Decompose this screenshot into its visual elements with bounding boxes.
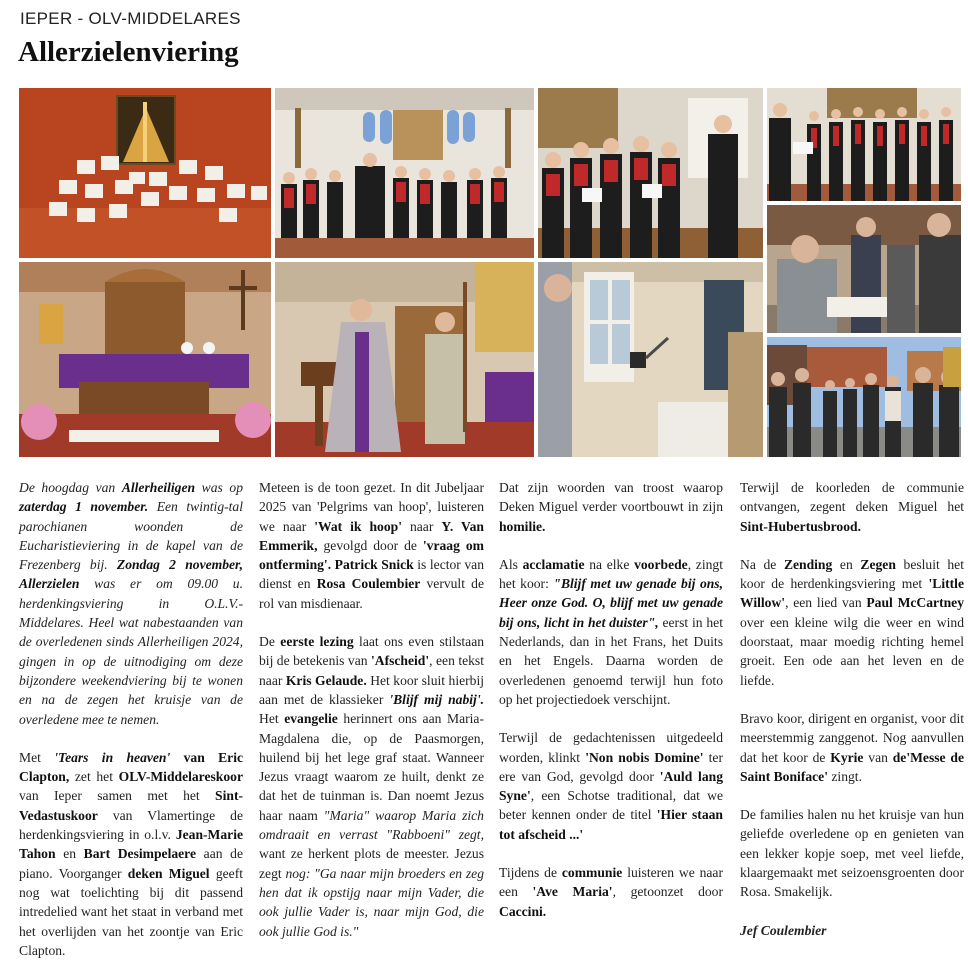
photo-altar-purple [19, 262, 271, 457]
article-headline: Allerzielenviering [18, 36, 239, 68]
emphasis: de'Messe de Saint Boniface' [740, 749, 964, 784]
text-column-3 [499, 478, 723, 940]
text-column-2 [259, 478, 484, 960]
emphasis: acclamatie [522, 556, 585, 572]
section-kicker: IEPER - OLV-MIDDELARES [20, 9, 241, 28]
photo-bread-sharing [767, 205, 961, 333]
paragraph: Met 'Tears in heaven' van Eric Clapton, zet het OLV-Middelareskoor van Ieper samen met het Sint-Vedastuskoor van Vlamertinge de herdenkingsviering in o.l.v. Jean-Marie Tahon en Bart Desimpelaere aan de piano. Voorganger deken Miguel geeft nog wat toelichting bij dit passend intredelied want het staat in verband met het overlijden van het zoontje van Eric Clapton. [19, 749, 244, 958]
emphasis-quote: 'Blijf mij nabij'. [389, 691, 485, 707]
photo-choir-in-chapel [275, 88, 534, 258]
emphasis: Kris Gelaude. [285, 672, 367, 688]
emphasis: evangelie [284, 711, 338, 727]
emphasis: Paul McCartney [866, 595, 964, 611]
emphasis: Sint-Hubertusbrood. [740, 518, 861, 534]
photo-priest-reading [275, 262, 534, 457]
emphasis: Rosa Coulembier [316, 576, 421, 592]
author-signature: Jef Coulembier [740, 922, 827, 938]
emphasis: Kyrie [830, 749, 864, 765]
emphasis: Jean-Marie Tahon [19, 827, 243, 862]
emphasis-quote: "Blijf met uw genade bij ons, Heer onze God. O, blijf met uw genade bij ons, licht in het duister", [499, 576, 723, 630]
emphasis: Y. Van Emmerik, [259, 518, 484, 553]
paragraph: Dat zijn woorden van troost waarop Deken Miguel verder voortbouwt in zijn homilie. [499, 480, 723, 534]
emphasis: 'vraag om ontferming'. [259, 537, 484, 573]
emphasis: 'Auld lang Syne' [499, 768, 723, 804]
emphasis: Caccini. [499, 903, 547, 919]
paragraph: De families halen nu het kruisje van hun geliefde overledene op en genieten van een lekker kopje soep, met veel liefde, klaargemaakt met seizoensgroenten door Rosa. Smakelijk. [740, 807, 964, 900]
emphasis: Zegen [860, 556, 896, 572]
emphasis: Bart Desimpelaere [83, 846, 197, 862]
paragraph: Tijdens de communie luisteren we naar een 'Ave Maria', getoonzet door Caccini. [499, 865, 723, 919]
photo-people-outside [767, 337, 961, 457]
paragraph: Meteen is de toon gezet. In dit Jubeljaar 2025 van 'Pelgrims van hoop', luisteren we naar 'Wat ik hoop' naar Y. Van Emmerik, gevolgd door de 'vraag om ontferming'. Patrick Snick is lector van dienst en Rosa Coulembier vervult de rol van misdienaar. [259, 480, 485, 611]
paragraph: Als acclamatie na elke voorbede, zingt het koor: "Blijf met uw genade bij ons, Heer onze God. O, blijf met uw genade bij ons, licht in het duister", eerst in het Nederlands, dan in het Frans, het Duits en het Engels. Daarna worden de overledenen genoemd terwijl hun foto op het projectiedoek verschijnt. [499, 556, 723, 707]
emphasis: Patrick Snick [334, 557, 414, 573]
emphasis-quote: 'Tears in heaven' [54, 749, 171, 765]
text-column-4 [740, 478, 964, 959]
emphasis: 'Non nobis Domine' [585, 749, 704, 765]
emphasis: van Eric Clapton, [19, 749, 244, 785]
emphasis: 'Hier staan tot afscheid ...' [499, 807, 723, 842]
intro-paragraph: De hoogdag van Allerheiligen was op zaterdag 1 november. Een twintig-tal parochianen woonden de Eucharistieviering in de kapel van de Frezenberg bij. Zondag 2 november, Allerzielen was er om 09.00 u. herdenkingsviering in O.L.V.-Middelares. Heel wat nabestaanden van de overledenen sinds Allerheiligen 2024, gingen in op de uitnodiging om deze bijzondere weekendviering bij te wonen en na de zegen het kruisje van de overledene mee te nemen. [19, 480, 243, 727]
emphasis: communie [561, 865, 623, 881]
paragraph: Terwijl de koorleden de communie ontvangen, zegent deken Miguel het Sint-Hubertusbrood. [740, 480, 964, 534]
emphasis: 'Ave Maria' [532, 884, 613, 900]
photo-incense [538, 262, 763, 457]
paragraph: Terwijl de gedachtenissen uitgedeeld worden, klinkt 'Non nobis Domine' ter ere van God, gevolgd door 'Auld lang Syne', een Schotse traditional, dat we beter kennen onder de titel 'Hier staan tot afscheid ...' [499, 730, 723, 842]
text-column-1 [19, 478, 243, 979]
emphasis: deken Miguel [127, 865, 210, 881]
emphasis: 'Wat ik hoop' [314, 518, 402, 534]
photo-choir-close [538, 88, 763, 258]
paragraph: Na de Zending en Zegen besluit het koor de herdenkingsviering met 'Little Willow', een lied van Paul McCartney over een kleine wilg die weer en wind doorstaat, maar moedig richting hemel groeit. Een ode aan het leven en de liefde. [740, 556, 964, 688]
photo-wall-with-cards [19, 88, 271, 258]
emphasis: OLV-Middelareskoor [118, 769, 243, 785]
emphasis: Allerheiligen [121, 480, 196, 495]
photo-choir-side [767, 88, 961, 201]
emphasis: 'Afscheid' [370, 653, 430, 669]
emphasis: eerste lezing [280, 634, 354, 650]
emphasis: Zondag 2 november, Allerzielen [19, 557, 243, 592]
paragraph: De eerste lezing laat ons even stilstaan bij de betekenis van 'Afscheid', een tekst naar Kris Gelaude. Het koor sluit hierbij aan met de klassieker 'Blijf mij nabij'. Het evangelie herinnert ons aan Maria-Magdalena die, op de Paasmorgen, huilend bij het lege graf staat. Wanneer Jezus vraagt waarom ze huilt, denkt ze dat het de tuinman is. Dan noemt Jezus haar naam "Maria" waarop Maria zich omdraait en verrast "Rabboeni" zegt, want ze herkent plots de meester. Jezus zegt nog: "Ga naar mijn broeders en zeg hen dat ik opstijg naar mijn Vader, die ook jullie Vader is, naar mijn God, die ook jullie God is." [259, 634, 485, 939]
quote: nog: "Ga naar mijn broeders en zeg hen dat ik opstijg naar mijn Vader, die ook jullie Vader is, naar mijn God, die ook jullie God is." [259, 865, 484, 939]
emphasis: zaterdag 1 november. [19, 499, 149, 515]
emphasis: Sint-Vedastuskoor [19, 788, 243, 823]
quote: "Maria" waarop Maria zich omdraait en verrast "Rabboeni" zegt, [259, 807, 484, 843]
paragraph: Bravo koor, dirigent en organist, voor dit meerstemmig zanggenot. Nog aanvullen dat het koor de Kyrie van de'Messe de Saint Boniface' zingt. [740, 710, 964, 784]
emphasis: Zending [783, 556, 833, 572]
emphasis: 'Little Willow' [740, 576, 964, 611]
emphasis: homilie. [499, 518, 546, 534]
emphasis: voorbede [634, 556, 688, 572]
